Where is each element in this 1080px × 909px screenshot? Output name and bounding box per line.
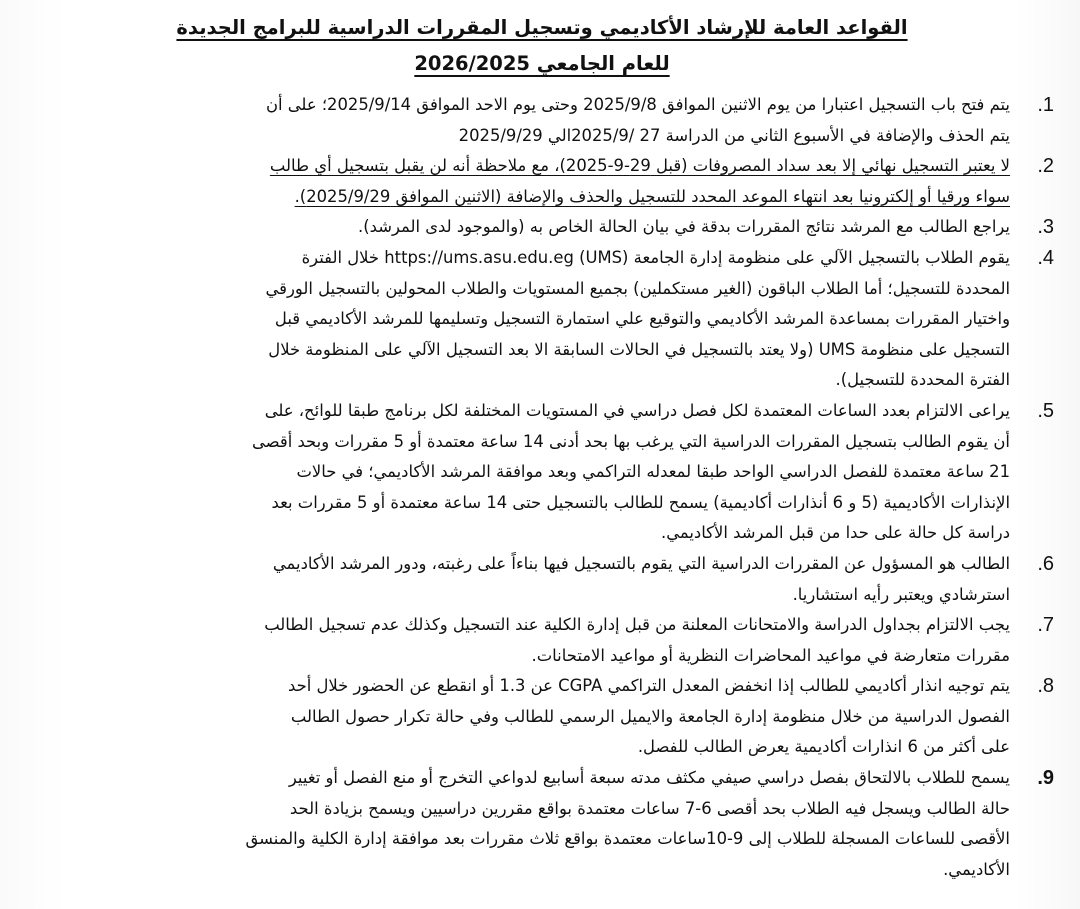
rule-number: .5: [1037, 399, 1054, 422]
rule-item-2: [30, 151, 1054, 212]
rule-line: التسجيل على منظومة UMS (ولا يعتد بالتسجيل في الحالات السابقة الا بعد التسجيل الآلي على المنظومة خلال: [268, 339, 1010, 359]
rule-text: [30, 243, 1010, 396]
rules-list: [30, 90, 1054, 885]
rule-item-9: [30, 763, 1054, 885]
rule-line: مقررات متعارضة في مواعيد المحاضرات النظرية أو مواعيد الامتحانات.: [531, 645, 1010, 665]
rule-item-1: [30, 90, 1054, 151]
rule-line: يجب الالتزام بجداول الدراسة والامتحانات المعلنة من قبل إدارة الكلية عند التسجيل وكذلك عدم تسجيل الطالب: [264, 615, 1010, 635]
rule-line: الأقصى للساعات المسجلة للطلاب إلى 9-10ساعات معتمدة بواقع ثلاث مقررات بعد موافقة إدارة الكلية والمنسق: [245, 829, 1010, 849]
rule-line: الأكاديمي.: [943, 859, 1010, 879]
rule-line: واختيار المقررات بمساعدة المرشد الأكاديمي والتوقيع علي استمارة التسجيل وتسليمها للمرشد الأكاديمي قبل: [274, 309, 1010, 329]
rule-number: .2: [1037, 155, 1054, 178]
rule-line: استرشادي ويعتبر رأيه استشاريا.: [792, 584, 1010, 604]
rule-text: [30, 90, 1010, 151]
rule-item-5: [30, 396, 1054, 549]
rule-number: .1: [1037, 94, 1054, 116]
rule-line: الإنذارات الأكاديمية (5 و 6 أنذارات أكاديمية) يسمح للطالب بالتسجيل حتى 14 ساعة معتمدة أو 5 مقررات بعد: [271, 492, 1010, 512]
rule-line: يتم توجيه انذار أكاديمي للطالب إذا انخفض المعدل التراكمي CGPA عن 1.3 أو انقطع عن الحضور خلال أحد: [287, 676, 1010, 696]
rule-number: .8: [1037, 675, 1054, 698]
title-line-1: القواعد العامة للإرشاد الأكاديمي وتسجيل المقررات الدراسية للبرامج الجديدة: [176, 16, 908, 39]
rule-number: .9: [1037, 767, 1054, 790]
rule-item-7: [30, 610, 1054, 671]
rule-item-6: [30, 549, 1054, 610]
rule-line: يسمح للطلاب بالالتحاق بفصل دراسي صيفي مكثف مدته سبعة أسابيع لدواعي التخرج أو منع الفصل أو تغيير: [288, 768, 1010, 788]
rule-item-8: [30, 671, 1054, 763]
rule-line: حالة الطالب ويسجل فيه الطلاب بحد أقصى 6-7 ساعات معتمدة بواقع مقررين دراسيين ويسمح بزيادة الحد: [289, 798, 1010, 818]
rule-line: أن يقوم الطالب بتسجيل المقررات الدراسية التي يرغب بها بحد أدنى 14 ساعة معتمدة أو 5 مقررات وبحد أقصى: [251, 431, 1010, 451]
rule-line: يراجع الطالب مع المرشد نتائج المقررات بدقة في بيان الحالة الخاص به (والموجود لدى المرشد).: [358, 217, 1010, 237]
rule-line: يتم الحذف والإضافة في الأسبوع الثاني من الدراسة 27 /2025/9الي 2025/9/29: [458, 125, 1010, 145]
rule-line: الفترة المحددة للتسجيل).: [835, 370, 1010, 390]
rule-line: على أكثر من 6 انذارات أكاديمية يعرض الطالب للفصل.: [637, 737, 1010, 757]
rule-line: يقوم الطلاب بالتسجيل الآلي على منظومة إدارة الجامعة (UMS) https://ums.asu.edu.eg خلال الفترة: [301, 247, 1010, 267]
rule-line: سواء ورقيا أو إلكترونيا بعد انتهاء الموعد المحدد للتسجيل والحذف والإضافة (الاثنين الموافق 2025/9/29).: [294, 186, 1010, 206]
title-line-2: للعام الجامعي 2026/2025: [414, 52, 670, 75]
rule-text: [30, 396, 1010, 549]
rule-number: .6: [1037, 552, 1054, 575]
rule-item-4: [30, 243, 1054, 396]
rule-text: [30, 151, 1010, 212]
rule-line: دراسة كل حالة على حدا من قبل المرشد الأكاديمي.: [660, 523, 1010, 543]
document-title: [30, 10, 1054, 82]
rule-line: يتم فتح باب التسجيل اعتبارا من يوم الاثنين الموافق 2025/9/8 وحتى يوم الاحد الموافق 2025/9/14؛ على أن: [265, 95, 1010, 114]
rule-item-3: [30, 212, 1054, 243]
rule-text: [30, 610, 1010, 671]
rule-number: .4: [1037, 246, 1054, 269]
rule-line: الفصول الدراسية من خلال منظومة إدارة الجامعة والايميل الرسمي للطالب وفي حالة تكرار حصول الطالب: [290, 706, 1010, 726]
rule-text: [30, 212, 1010, 243]
rule-number: .3: [1037, 216, 1054, 239]
rule-line: المحددة للتسجيل؛ أما الطلاب الباقون (الغير مستكملين) بجميع المستويات والطلاب المحولين بالتسجيل الورقي: [265, 278, 1010, 298]
rule-line: يراعى الالتزام بعدد الساعات المعتمدة لكل فصل دراسي في المستويات المختلفة لكل برنامج طبقا للوائح، على: [264, 400, 1010, 420]
rule-text: [30, 671, 1010, 763]
rule-number: .7: [1037, 614, 1054, 637]
rule-line: الطالب هو المسؤول عن المقررات الدراسية التي يقوم بالتسجيل فيها بناءاً على رغبته، ودور المرشد الأكاديمي: [272, 553, 1010, 573]
rule-line: 21 ساعة معتمدة للفصل الدراسي الواحد طبقا لمعدله التراكمي وبعد موافقة المرشد الأكاديمي؛ في حالات: [296, 462, 1010, 482]
rule-text: [30, 549, 1010, 610]
rule-text: [30, 763, 1010, 885]
rule-line: لا يعتبر التسجيل نهائي إلا بعد سداد المصروفات (قبل 29-9-2025)، مع ملاحظة أنه لن يقبل بتسجيل أي طالب: [269, 156, 1010, 176]
